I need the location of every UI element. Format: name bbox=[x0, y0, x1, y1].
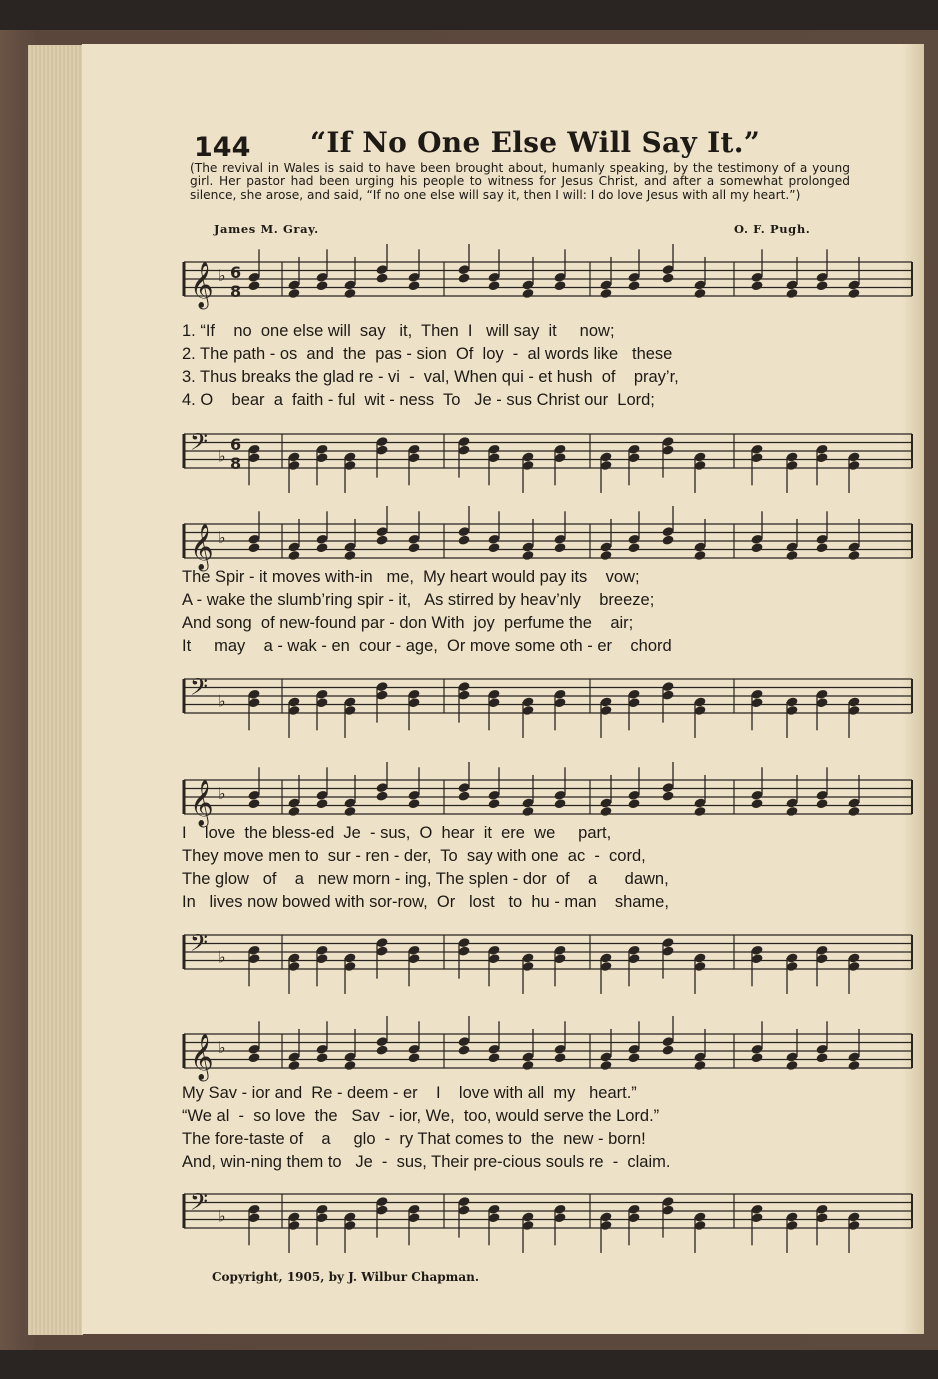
time-signature-top: 6 bbox=[230, 435, 242, 454]
bass-clef-icon: 𝄢 bbox=[190, 673, 209, 706]
notehead bbox=[661, 791, 674, 802]
notehead bbox=[407, 280, 420, 291]
notehead bbox=[847, 288, 860, 299]
bass-clef-icon: 𝄢 bbox=[190, 428, 209, 461]
flat-icon: ♭ bbox=[218, 266, 226, 285]
notehead bbox=[553, 1052, 566, 1063]
lyric-line: The glow of a new morn - ing, The splen - dor of a dawn, bbox=[182, 870, 669, 888]
notehead bbox=[627, 1052, 640, 1063]
notehead bbox=[521, 288, 534, 299]
lyric-line: In lives now bowed with sor-row, Or lost to hu - man shame, bbox=[182, 893, 669, 911]
notehead bbox=[693, 806, 706, 817]
notehead bbox=[247, 1052, 260, 1063]
music-system-4 bbox=[182, 1016, 922, 1266]
notehead bbox=[627, 542, 640, 553]
notehead bbox=[457, 1045, 470, 1056]
flat-icon: ♭ bbox=[218, 1206, 226, 1226]
notehead bbox=[661, 273, 674, 284]
bass-staff bbox=[182, 1176, 922, 1256]
lyric-line: And song of new-found par - don With joy perfume the air; bbox=[182, 614, 634, 632]
notehead bbox=[343, 1060, 356, 1071]
lyric-line: 3. Thus breaks the glad re - vi - val, When qui - et hush of pray’r, bbox=[182, 368, 679, 386]
notehead bbox=[847, 1060, 860, 1071]
hymnal-page bbox=[82, 44, 924, 1334]
notehead bbox=[287, 806, 300, 817]
music-system-2 bbox=[182, 506, 922, 766]
notehead bbox=[599, 806, 612, 817]
notehead bbox=[247, 798, 260, 809]
notehead bbox=[487, 542, 500, 553]
lyric-line: The Spir - it moves with-in me, My heart would pay its vow; bbox=[182, 568, 640, 586]
notehead bbox=[315, 1052, 328, 1063]
notehead bbox=[599, 1060, 612, 1071]
lyric-line: “We al - so love the Sav - ior, We, too, would serve the Lord.” bbox=[182, 1107, 660, 1125]
notehead bbox=[847, 550, 860, 561]
bass-staff bbox=[182, 416, 922, 496]
notehead bbox=[785, 288, 798, 299]
notehead bbox=[627, 798, 640, 809]
treble-staff bbox=[182, 1016, 922, 1086]
time-signature-bottom: 8 bbox=[230, 282, 242, 301]
notehead bbox=[521, 806, 534, 817]
notehead bbox=[553, 542, 566, 553]
notehead bbox=[315, 280, 328, 291]
notehead bbox=[457, 273, 470, 284]
notehead bbox=[487, 1052, 500, 1063]
notehead bbox=[343, 288, 356, 299]
notehead bbox=[693, 288, 706, 299]
words-credit: James M. Gray. bbox=[214, 222, 319, 236]
notehead bbox=[247, 542, 260, 553]
notehead bbox=[315, 542, 328, 553]
notehead bbox=[785, 1060, 798, 1071]
notehead bbox=[750, 542, 763, 553]
music-system-1 bbox=[182, 244, 922, 514]
notehead bbox=[815, 542, 828, 553]
flat-icon: ♭ bbox=[218, 691, 226, 711]
notehead bbox=[815, 798, 828, 809]
notehead bbox=[521, 1060, 534, 1071]
notehead bbox=[521, 550, 534, 561]
notehead bbox=[750, 798, 763, 809]
notehead bbox=[343, 550, 356, 561]
notehead bbox=[847, 806, 860, 817]
lyrics-block bbox=[182, 1082, 922, 1174]
notehead bbox=[599, 550, 612, 561]
notehead bbox=[693, 1060, 706, 1071]
notehead bbox=[815, 1052, 828, 1063]
notehead bbox=[661, 535, 674, 546]
treble-staff bbox=[182, 244, 922, 324]
lyric-line: And, win-ning them to Je - sus, Their pre-cious souls re - claim. bbox=[182, 1153, 671, 1171]
flat-icon: ♭ bbox=[218, 784, 226, 803]
notehead bbox=[247, 280, 260, 291]
notehead bbox=[553, 280, 566, 291]
hymn-title: “If No One Else Will Say It.” bbox=[310, 126, 761, 159]
lyric-line: I love the bless-ed Je - sus, O hear it ere we part, bbox=[182, 824, 612, 842]
lyrics-block bbox=[182, 822, 922, 914]
hymn-intro-note: (The revival in Wales is said to have been brought about, humanly speaking, by the testimony of a young girl. Her pastor had been urging his people to witness for Jesus Christ, and after a somewhat prolonged silence, she arose, and said, “If no one else will say it, then I will: I do love Jesus with all my heart.”) bbox=[190, 161, 850, 202]
notehead bbox=[315, 798, 328, 809]
notehead bbox=[407, 798, 420, 809]
notehead bbox=[287, 1060, 300, 1071]
notehead bbox=[375, 535, 388, 546]
lyrics-block bbox=[182, 566, 922, 658]
notehead bbox=[487, 798, 500, 809]
lyric-line: 1. “If no one else will say it, Then I will say it now; bbox=[182, 322, 615, 340]
notehead bbox=[407, 542, 420, 553]
notehead bbox=[599, 288, 612, 299]
lyrics-block bbox=[182, 320, 922, 412]
notehead bbox=[487, 280, 500, 291]
flat-icon: ♭ bbox=[218, 1038, 226, 1057]
notehead bbox=[627, 280, 640, 291]
notehead bbox=[375, 1045, 388, 1056]
flat-icon: ♭ bbox=[218, 528, 226, 547]
page-edges bbox=[28, 45, 83, 1335]
notehead bbox=[750, 280, 763, 291]
notehead bbox=[553, 798, 566, 809]
lyric-line: 4. O bear a faith - ful wit - ness To Je - sus Christ our Lord; bbox=[182, 391, 655, 409]
treble-clef-icon: 𝄞 bbox=[190, 1034, 214, 1080]
treble-clef-icon: 𝄞 bbox=[190, 262, 214, 308]
notehead bbox=[457, 535, 470, 546]
treble-clef-icon: 𝄞 bbox=[190, 780, 214, 826]
hymn-number: 144 bbox=[194, 132, 251, 163]
lyric-line: The fore-taste of a glo - ry That comes to the new - born! bbox=[182, 1130, 646, 1148]
music-credit: O. F. Pugh. bbox=[734, 222, 811, 236]
notehead bbox=[750, 1052, 763, 1063]
bass-clef-icon: 𝄢 bbox=[190, 929, 209, 962]
notehead bbox=[343, 806, 356, 817]
lyric-line: It may a - wak - en cour - age, Or move some oth - er chord bbox=[182, 637, 672, 655]
treble-clef-icon: 𝄞 bbox=[190, 524, 214, 570]
notehead bbox=[375, 273, 388, 284]
notehead bbox=[661, 1045, 674, 1056]
notehead bbox=[785, 550, 798, 561]
bass-clef-icon: 𝄢 bbox=[190, 1188, 209, 1221]
flat-icon: ♭ bbox=[218, 446, 226, 466]
music-system-3 bbox=[182, 762, 922, 1022]
lyric-line: They move men to sur - ren - der, To say with one ac - cord, bbox=[182, 847, 646, 865]
time-signature-bottom: 8 bbox=[230, 454, 242, 473]
lyric-line: 2. The path - os and the pas - sion Of loy - al words like these bbox=[182, 345, 673, 363]
lyric-line: My Sav - ior and Re - deem - er I love with all my heart.” bbox=[182, 1084, 637, 1102]
flat-icon: ♭ bbox=[218, 947, 226, 967]
lyric-line: A - wake the slumb’ring spir - it, As stirred by heav’nly breeze; bbox=[182, 591, 655, 609]
notehead bbox=[375, 791, 388, 802]
time-signature-top: 6 bbox=[230, 263, 242, 282]
notehead bbox=[785, 806, 798, 817]
copyright-line: Copyright, 1905, by J. Wilbur Chapman. bbox=[212, 1270, 480, 1284]
bass-staff bbox=[182, 917, 922, 997]
notehead bbox=[287, 550, 300, 561]
bass-staff bbox=[182, 661, 922, 741]
notehead bbox=[815, 280, 828, 291]
notehead bbox=[693, 550, 706, 561]
notehead bbox=[287, 288, 300, 299]
notehead bbox=[457, 791, 470, 802]
notehead bbox=[407, 1052, 420, 1063]
